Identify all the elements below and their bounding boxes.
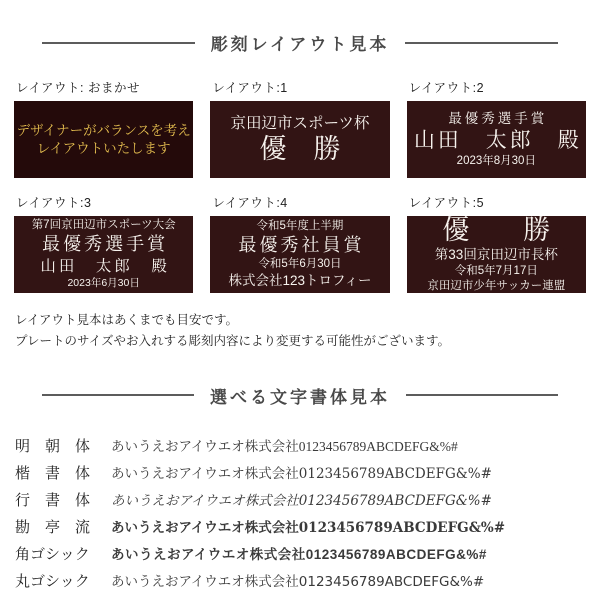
note-line: プレートのサイズやお入れする彫刻内容により変更する可能性がございます。 [15, 334, 451, 349]
plate-text-line: 山田 太郎 殿 [40, 257, 170, 275]
font-sample-text: あいうえおアイウエオ株式会社0123456789ABCDEFG&%# [111, 466, 492, 482]
engraved-plate-5 [407, 216, 586, 293]
engraved-plate-omakase [14, 101, 193, 178]
font-section-title: 選べる文字書体見本 [210, 387, 390, 407]
font-name-label: 角ゴシック [15, 545, 90, 563]
plate-text-line: 第7回京田辺市スポーツ大会 [31, 219, 176, 232]
layout-sample-label: レイアウト:3 [16, 196, 92, 210]
plate-text-line: 最優秀選手賞 [42, 234, 169, 255]
layout-grid [14, 78, 586, 293]
layout-sample-3 [14, 193, 193, 293]
engraved-plate-4 [210, 216, 389, 293]
font-row-kakugo [15, 540, 585, 567]
plate-text-line: 最優秀選手賞 [448, 111, 548, 127]
layout-sample-label: レイアウト:1 [212, 81, 288, 95]
font-sample-text: あいうえおアイウエオ株式会社0123456789ABCDEFG&%# [111, 520, 506, 536]
layout-section-header [42, 30, 558, 55]
engraved-plate-2 [407, 101, 586, 178]
layout-section-title: 彫刻レイアウト見本 [210, 35, 390, 54]
plate-text-line: 山田 太郎 殿 [413, 128, 582, 152]
layout-sample-2 [407, 78, 586, 178]
layout-sample-1 [210, 78, 389, 178]
font-row-kantei [15, 513, 585, 540]
layout-sample-label: レイアウト:4 [212, 196, 288, 210]
font-name-label: 楷 書 体 [15, 464, 91, 482]
divider-line-right [405, 42, 558, 44]
plate-text-line: 京田辺市少年サッカー連盟 [427, 279, 566, 292]
font-row-mincho [15, 432, 585, 459]
plate-text-line: 優 勝 [259, 134, 341, 165]
layout-sample-label: レイアウト:5 [408, 196, 485, 210]
font-sample-text: あいうえおアイウエオ株式会社0123456789ABCDEFG&%# [111, 547, 487, 562]
font-name-label: 明 朝 体 [15, 437, 91, 455]
plate-text-line: 令和5年度上半期 [256, 220, 344, 233]
note-line: レイアウト見本はあくまでも目安です。 [15, 313, 239, 327]
divider-line-right [406, 394, 558, 396]
font-row-kaisho [15, 459, 585, 486]
plate-text-line: 令和5年7月17日 [454, 264, 538, 277]
divider-line-left [42, 42, 195, 44]
plate-text-line: 2023年8月30日 [456, 154, 536, 167]
plate-text-line: レイアウトいたします [36, 140, 171, 156]
engraved-plate-1 [210, 101, 389, 178]
layout-sample-label: レイアウト: おまかせ [16, 81, 140, 95]
layout-sample-5 [407, 193, 586, 293]
font-name-label: 丸ゴシック [15, 572, 90, 590]
plate-text-line: 優 勝 [442, 216, 551, 246]
plate-text-line: 株式会社123トロフィー [228, 273, 372, 289]
font-name-label: 行 書 体 [15, 491, 91, 509]
font-sample-text: あいうえおアイウエオ株式会社0123456789ABCDEFG&%# [111, 493, 492, 509]
plate-text-line: 2023年6月30日 [67, 276, 140, 289]
plate-text-line: デザイナーがバランスを考え [16, 122, 191, 138]
engraving-sample-page [0, 30, 600, 600]
plate-text-line: 京田辺市スポーツ杯 [230, 114, 370, 132]
layout-notes [15, 310, 585, 353]
plate-text-line: 第33回京田辺市長杯 [434, 247, 558, 263]
layout-sample-label: レイアウト:2 [408, 81, 485, 95]
engraved-plate-3 [14, 216, 193, 293]
plate-text-line: 令和5年6月30日 [258, 258, 342, 271]
font-row-marugo [15, 567, 585, 594]
divider-line-left [42, 394, 194, 396]
font-sample-list [15, 432, 585, 594]
font-row-gyosho [15, 486, 585, 513]
layout-sample-omakase [14, 78, 193, 178]
font-sample-text: あいうえおアイウエオ株式会社0123456789ABCDEFG&%# [111, 439, 458, 454]
font-name-label: 勘 亭 流 [15, 518, 91, 536]
plate-text-line: 最優秀社員賞 [238, 235, 365, 256]
font-sample-text: あいうえおアイウエオ株式会社0123456789ABCDEFG&%# [111, 574, 485, 590]
layout-sample-4 [210, 193, 389, 293]
font-section-header [42, 383, 558, 408]
